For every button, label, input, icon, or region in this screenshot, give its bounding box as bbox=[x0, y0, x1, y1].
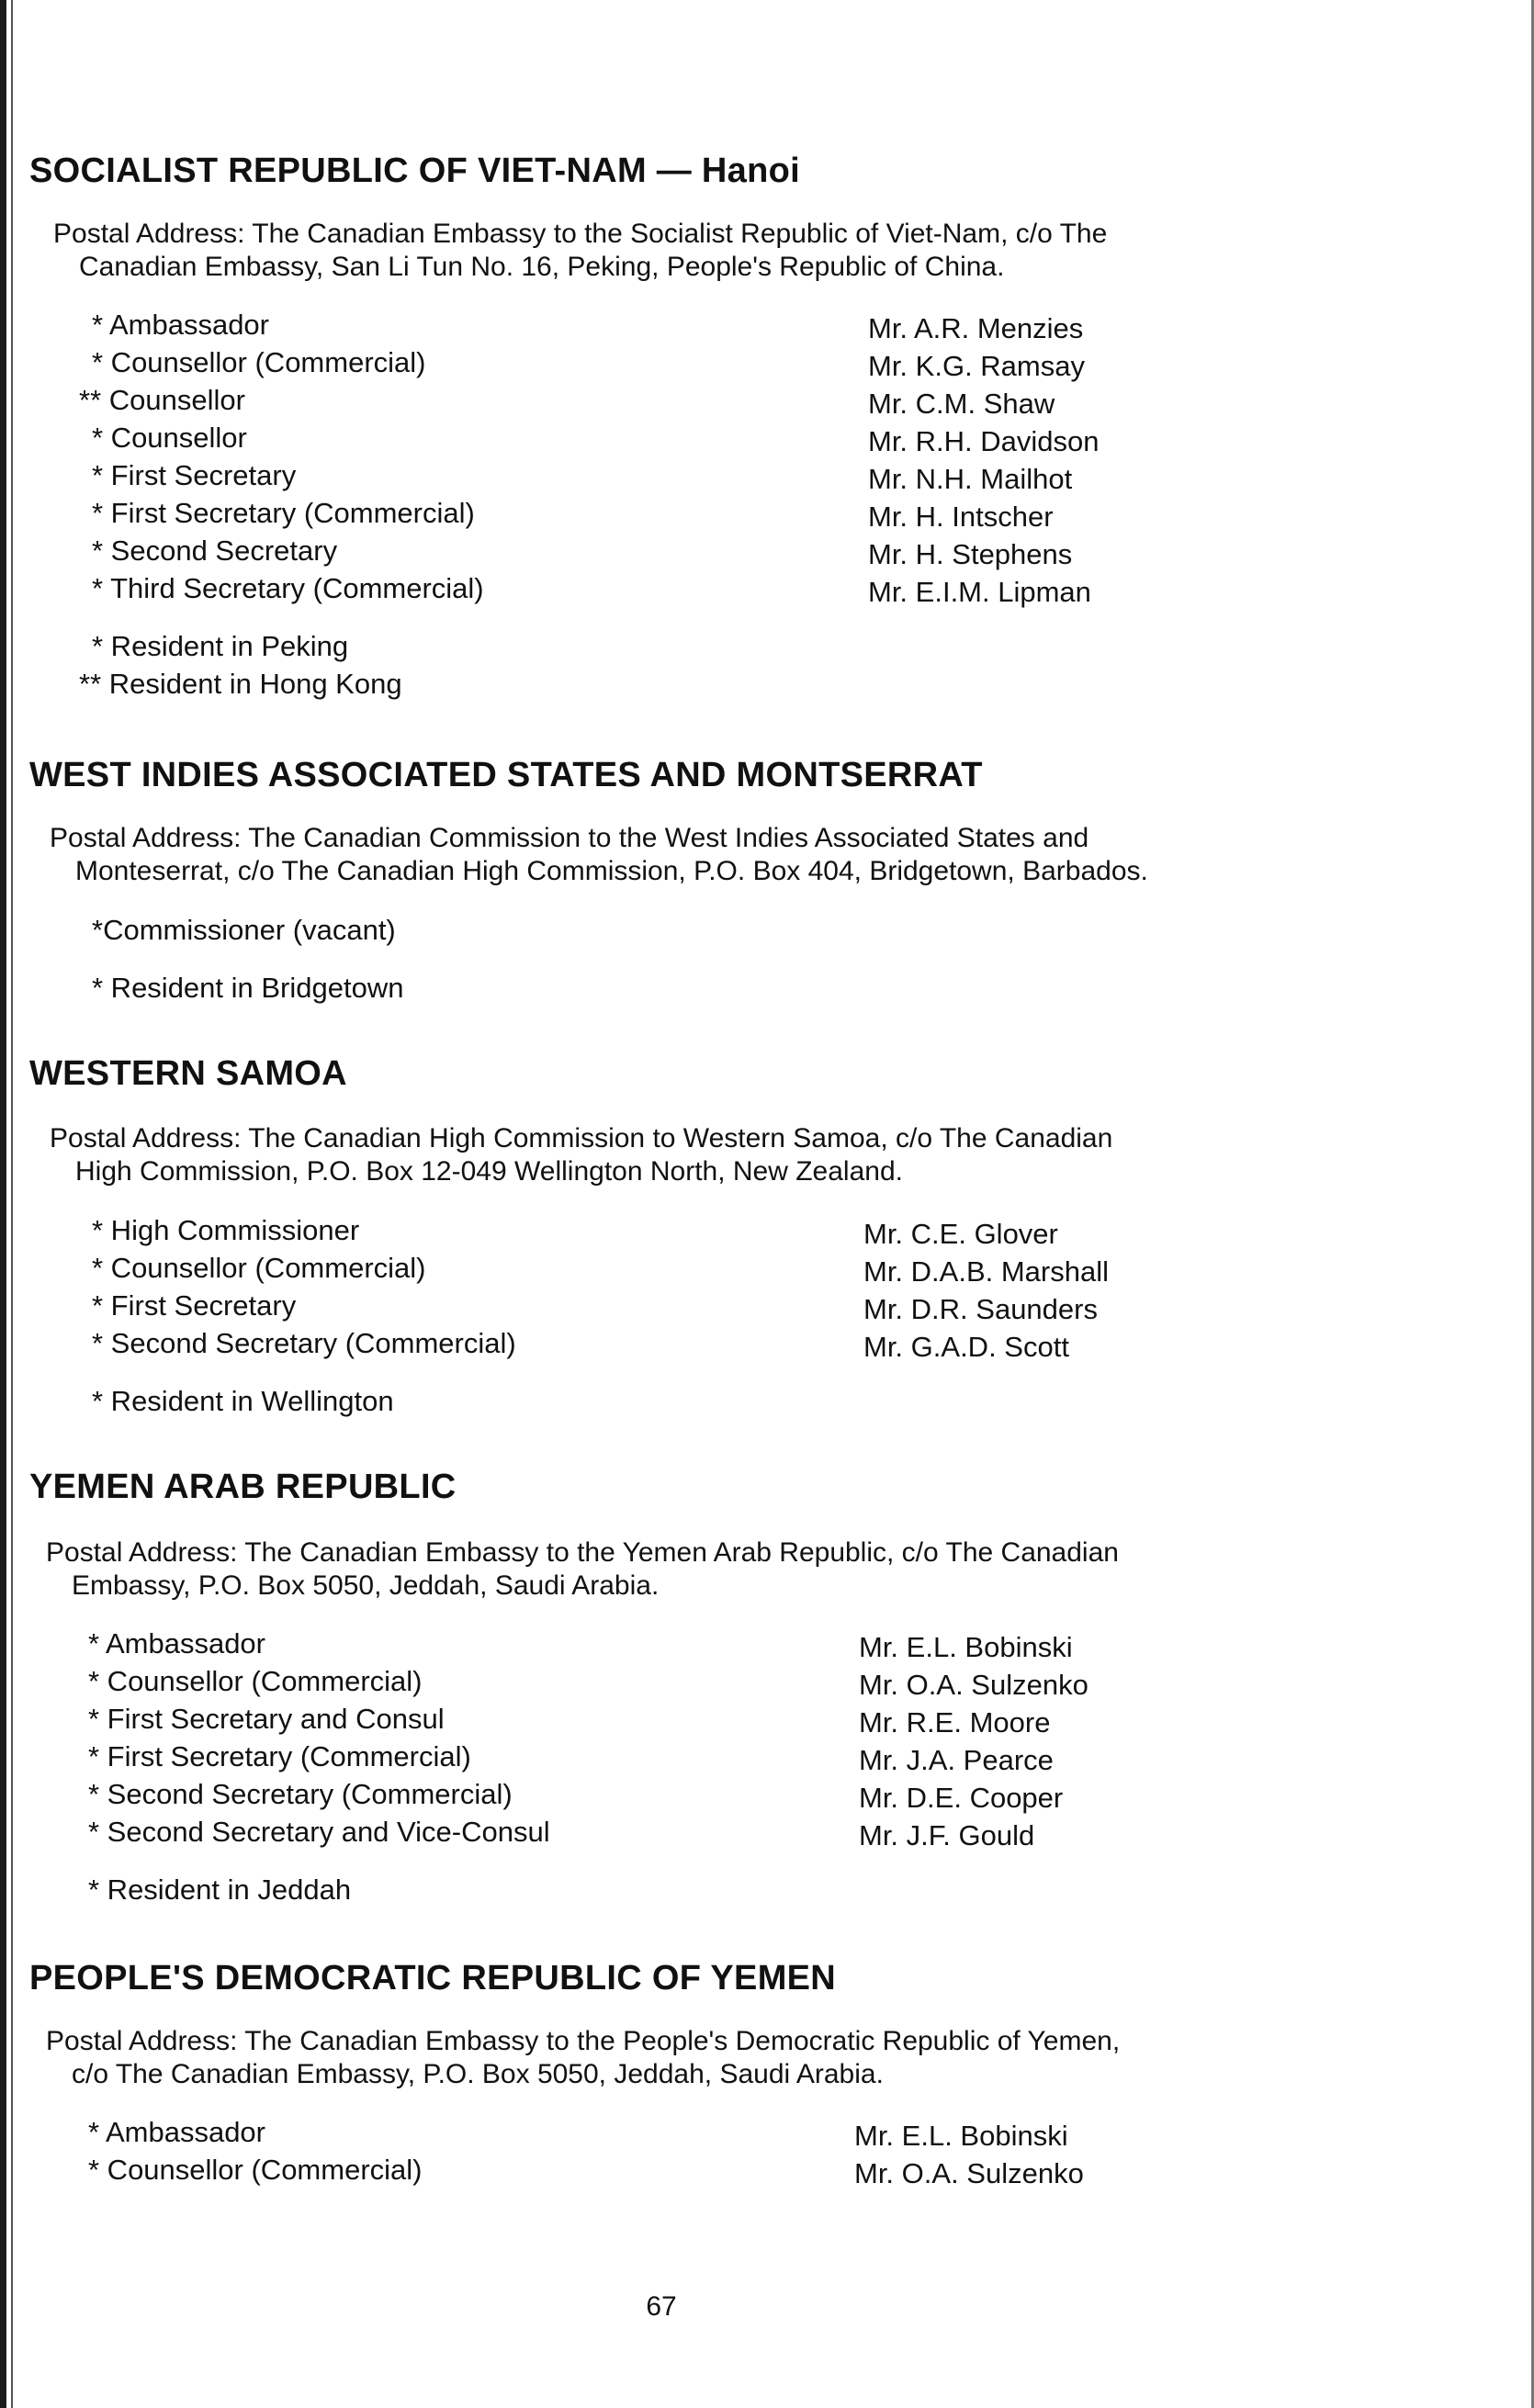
staff-name: Mr. D.E. Cooper bbox=[859, 1782, 1064, 1814]
footnote: * Resident in Peking bbox=[92, 630, 349, 662]
page-left-inner-border bbox=[11, 0, 13, 2408]
staff-name: Mr. E.L. Bobinski bbox=[854, 2120, 1068, 2152]
page-left-border bbox=[0, 0, 6, 2408]
staff-name: Mr. O.A. Sulzenko bbox=[854, 2157, 1084, 2189]
staff-role: * Second Secretary (Commercial) bbox=[88, 1778, 513, 1810]
staff-name: Mr. R.E. Moore bbox=[859, 1706, 1051, 1738]
staff-name: Mr. D.R. Saunders bbox=[863, 1293, 1098, 1325]
staff-name: Mr. G.A.D. Scott bbox=[863, 1331, 1069, 1363]
city-name: Hanoi bbox=[701, 152, 800, 190]
staff-name: Mr. K.G. Ramsay bbox=[868, 350, 1085, 382]
staff-name: Mr. H. Intscher bbox=[868, 501, 1054, 533]
staff-name: Mr. J.A. Pearce bbox=[859, 1744, 1054, 1776]
staff-role: * Counsellor (Commercial) bbox=[92, 346, 426, 378]
staff-role: * Second Secretary and Vice-Consul bbox=[88, 1816, 550, 1848]
staff-role: * High Commissioner bbox=[92, 1214, 360, 1246]
staff-role: * First Secretary (Commercial) bbox=[92, 497, 475, 529]
staff-role: * First Secretary and Consul bbox=[88, 1703, 445, 1735]
staff-name: Mr. O.A. Sulzenko bbox=[859, 1669, 1088, 1701]
page-number: 67 bbox=[646, 2291, 677, 2322]
staff-role: * Ambassador bbox=[92, 309, 269, 341]
staff-name: Mr. R.H. Davidson bbox=[868, 425, 1100, 457]
section-heading: WESTERN SAMOA bbox=[29, 1054, 347, 1093]
footnote: ** Resident in Hong Kong bbox=[79, 668, 402, 700]
staff-name: Mr. A.R. Menzies bbox=[868, 312, 1084, 344]
section-heading bbox=[29, 152, 800, 191]
staff-name: Mr. D.A.B. Marshall bbox=[863, 1255, 1109, 1288]
staff-name: Mr. J.F. Gould bbox=[859, 1819, 1035, 1851]
staff-name: Mr. H. Stephens bbox=[868, 538, 1073, 570]
staff-name: Mr. N.H. Mailhot bbox=[868, 463, 1073, 495]
staff-role: * First Secretary bbox=[92, 1289, 297, 1322]
staff-role: * Counsellor (Commercial) bbox=[92, 1252, 426, 1284]
staff-role: * Counsellor (Commercial) bbox=[88, 2154, 423, 2186]
postal-address: Postal Address: The Canadian Commission to the West Indies Associated States and Monteserrat, c/o The Canadian High Commission, P.O. Box 404, Bridgetown, Barbados. bbox=[50, 823, 1148, 886]
staff-role: * First Secretary (Commercial) bbox=[88, 1740, 471, 1772]
footnote: * Resident in Jeddah bbox=[88, 1874, 352, 1906]
section-heading: PEOPLE'S DEMOCRATIC REPUBLIC OF YEMEN bbox=[29, 1959, 837, 1997]
staff-role: * Third Secretary (Commercial) bbox=[92, 572, 484, 604]
postal-address: Postal Address: The Canadian Embassy to the Yemen Arab Republic, c/o The Canadian Embassy, P.O. Box 5050, Jeddah, Saudi Arabia. bbox=[46, 1537, 1119, 1601]
section-heading: YEMEN ARAB REPUBLIC bbox=[29, 1468, 457, 1506]
staff-name: Mr. E.I.M. Lipman bbox=[868, 576, 1091, 608]
postal-address: Postal Address: The Canadian Embassy to the Socialist Republic of Viet-Nam, c/o The Canadian Embassy, San Li Tun No. 16, Peking, People's Republic of China. bbox=[53, 219, 1108, 282]
staff-role: * First Secretary bbox=[92, 459, 297, 491]
footnote: * Resident in Bridgetown bbox=[92, 972, 404, 1004]
staff-role: * Ambassador bbox=[88, 2116, 265, 2148]
staff-role: * Counsellor bbox=[92, 422, 247, 454]
staff-role: ** Counsellor bbox=[79, 384, 245, 416]
country-name: SOCIALIST REPUBLIC OF VIET-NAM — bbox=[29, 152, 693, 190]
staff-name: Mr. C.M. Shaw bbox=[868, 388, 1055, 420]
postal-address: Postal Address: The Canadian Embassy to the People's Democratic Republic of Yemen, c/o The Canadian Embassy, P.O. Box 5050, Jeddah, Saudi Arabia. bbox=[46, 2026, 1121, 2089]
postal-address: Postal Address: The Canadian High Commission to Western Samoa, c/o The Canadian High Commission, P.O. Box 12-049 Wellington North, New Zealand. bbox=[50, 1123, 1113, 1187]
staff-name: Mr. E.L. Bobinski bbox=[859, 1631, 1073, 1663]
staff-role: * Second Secretary (Commercial) bbox=[92, 1327, 516, 1359]
staff-name: Mr. C.E. Glover bbox=[863, 1218, 1058, 1250]
staff-role: * Ambassador bbox=[88, 1627, 265, 1660]
section-heading: WEST INDIES ASSOCIATED STATES AND MONTSERRAT bbox=[29, 756, 983, 794]
staff-role: *Commissioner (vacant) bbox=[92, 914, 396, 946]
footnote: * Resident in Wellington bbox=[92, 1385, 394, 1417]
staff-role: * Second Secretary bbox=[92, 534, 338, 567]
staff-role: * Counsellor (Commercial) bbox=[88, 1665, 423, 1697]
